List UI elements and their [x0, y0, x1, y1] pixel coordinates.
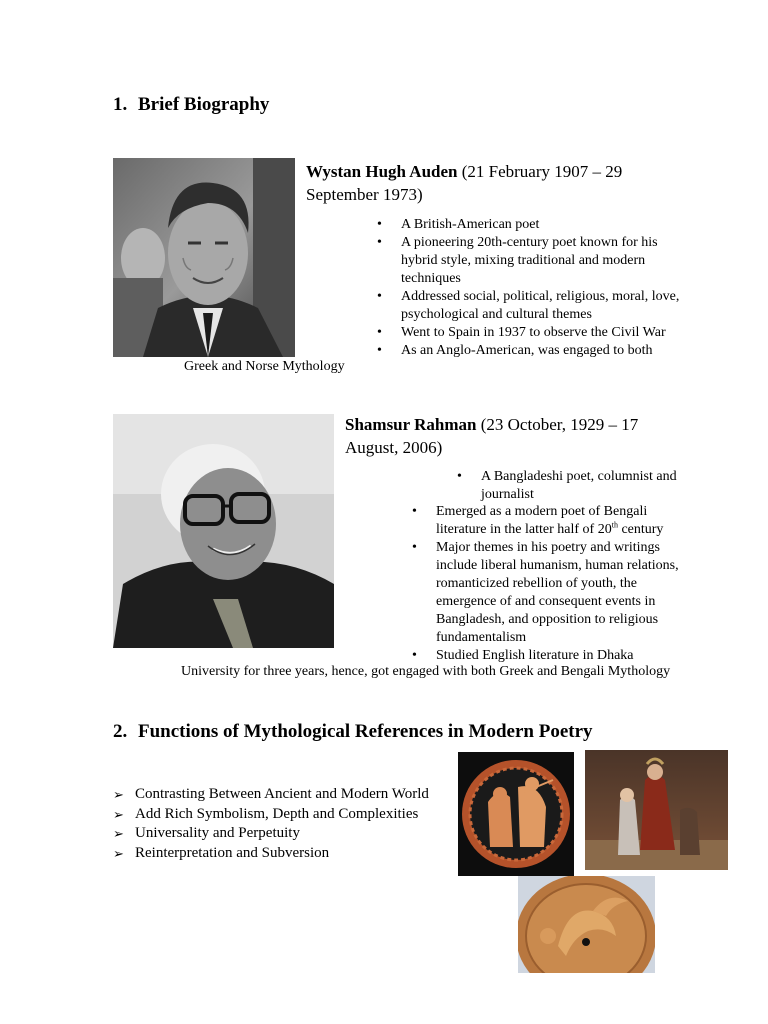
auden-heading — [306, 160, 656, 206]
list-item: • Emerged as a modern poet of Bengali literature in the latter half of 20th century — [408, 503, 683, 539]
list-item: • A British-American poet — [373, 216, 683, 234]
arrow-right-icon: ➢ — [113, 787, 124, 802]
list-item: • Studied English literature in Dhaka — [408, 647, 683, 665]
list-item: ➢ Universality and Perpetuity — [113, 824, 453, 844]
greek-kylix-image — [458, 752, 574, 876]
rahman-bullet-list-1 — [453, 468, 683, 504]
auden-photo — [113, 158, 295, 357]
list-item: • Went to Spain in 1937 to observe the Civil War — [373, 324, 683, 342]
relief-plate-image — [518, 876, 655, 973]
list-item: • As an Anglo-American, was engaged to both — [373, 342, 683, 360]
list-item: • A pioneering 20th-century poet known for his hybrid style, mixing traditional and modern techniques — [373, 234, 683, 288]
auden-continuation: Greek and Norse Mythology — [184, 359, 345, 374]
rahman-name: Shamsur Rahman — [345, 415, 477, 434]
arrow-right-icon: ➢ — [113, 845, 124, 861]
rahman-heading — [345, 413, 675, 459]
section-number: 1. — [113, 94, 128, 115]
list-item: • Major themes in his poetry and writings include liberal humanism, human relations, romanticized rebellion of youth, the emergence of and consequent events in Bangladesh, and opposition to religious fundamentalism — [408, 539, 683, 647]
rahman-bullet-list-2 — [408, 503, 683, 665]
list-item: ➢ Add Rich Symbolism, Depth and Complexities — [113, 805, 453, 825]
list-item: ➢ Contrasting Between Ancient and Modern World — [113, 785, 453, 805]
auden-bullet-list — [373, 216, 683, 360]
arrow-right-icon: ➢ — [113, 826, 124, 841]
rahman-photo — [113, 414, 334, 648]
rahman-continuation: University for three years, hence, got engaged with both Greek and Bengali Mythology — [181, 664, 671, 679]
arrow-right-icon: ➢ — [113, 806, 124, 822]
section-title: Brief Biography — [138, 94, 270, 115]
list-item: ➢ Reinterpretation and Subversion — [113, 844, 453, 864]
section-1-heading — [113, 94, 269, 116]
section-2-heading — [113, 721, 593, 743]
list-item: • Addressed social, political, religious, moral, love, psychological and cultural themes — [373, 288, 683, 324]
auden-dates: (21 February 1907 – 29 September 1973) — [306, 162, 623, 204]
mythological-painting-image — [585, 750, 728, 870]
auden-name: Wystan Hugh Auden — [306, 162, 458, 181]
functions-list — [113, 785, 453, 863]
section-number: 2. — [113, 721, 128, 742]
list-item: • A Bangladeshi poet, columnist and journalist — [453, 468, 683, 504]
rahman-dates: (23 October, 1929 – 17 August, 2006) — [345, 415, 639, 457]
section-title: Functions of Mythological References in Modern Poetry — [138, 721, 593, 742]
